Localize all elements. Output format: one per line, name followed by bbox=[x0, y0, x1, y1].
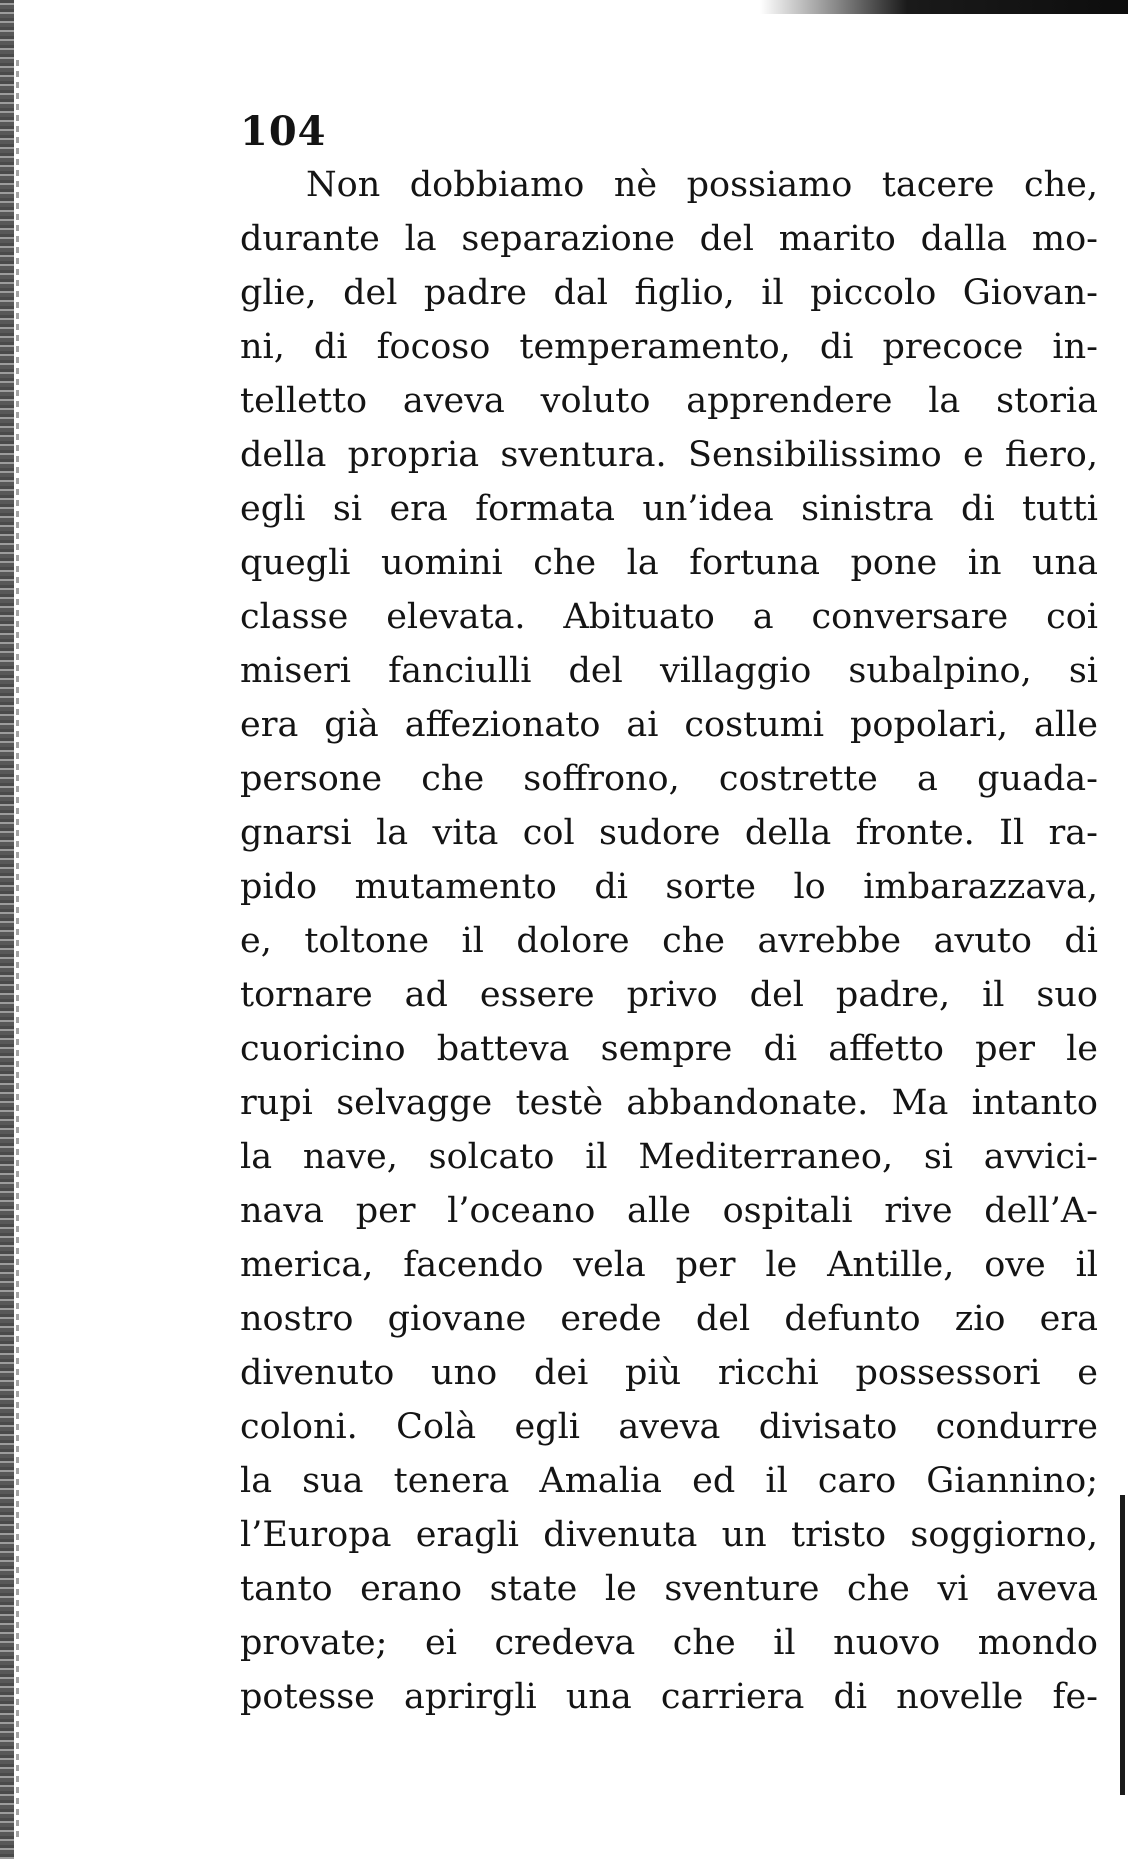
scan-edge-top bbox=[760, 0, 1128, 14]
text-line: la nave, solcato il Mediterraneo, si avvici- bbox=[240, 1137, 1098, 1177]
text-line: della propria sventura. Sensibilissimo e fiero, bbox=[240, 435, 1098, 475]
text-line: quegli uomini che la fortuna pone in una bbox=[240, 543, 1098, 583]
text-line: classe elevata. Abituato a conversare coi bbox=[240, 597, 1098, 637]
text-line: tornare ad essere privo del padre, il suo bbox=[240, 975, 1098, 1015]
text-line: persone che soffrono, costrette a guada- bbox=[240, 759, 1098, 799]
text-line: divenuto uno dei più ricchi possessori e bbox=[240, 1353, 1098, 1393]
text-line: ni, di focoso temperamento, di precoce in- bbox=[240, 327, 1098, 367]
text-line: cuoricino batteva sempre di affetto per le bbox=[240, 1029, 1098, 1069]
body-text bbox=[240, 158, 1098, 1724]
text-line: merica, facendo vela per le Antille, ove il bbox=[240, 1245, 1098, 1285]
text-line: potesse aprirgli una carriera di novelle fe- bbox=[240, 1677, 1098, 1717]
text-line: provate; ei credeva che il nuovo mondo bbox=[240, 1623, 1098, 1663]
text-line: glie, del padre dal figlio, il piccolo Giovan- bbox=[240, 273, 1098, 313]
text-line: era già affezionato ai costumi popolari, alle bbox=[240, 705, 1098, 745]
scan-edge-left bbox=[0, 0, 14, 1859]
text-line: tanto erano state le sventure che vi aveva bbox=[240, 1569, 1098, 1609]
text-line: telletto aveva voluto apprendere la storia bbox=[240, 381, 1098, 421]
text-line: egli si era formata un’idea sinistra di tutti bbox=[240, 489, 1098, 529]
text-line: miseri fanciulli del villaggio subalpino, si bbox=[240, 651, 1098, 691]
text-line: durante la separazione del marito dalla mo- bbox=[240, 219, 1098, 259]
text-line: l’Europa eragli divenuta un tristo soggiorno, bbox=[240, 1515, 1098, 1555]
text-line: la sua tenera Amalia ed il caro Giannino; bbox=[240, 1461, 1098, 1501]
text-line: e, toltone il dolore che avrebbe avuto di bbox=[240, 921, 1098, 961]
text-line: coloni. Colà egli aveva divisato condurre bbox=[240, 1407, 1098, 1447]
scan-edge-right bbox=[1120, 1495, 1125, 1795]
scan-edge-left-shadow bbox=[16, 60, 19, 1840]
text-line: gnarsi la vita col sudore della fronte. Il ra- bbox=[240, 813, 1098, 853]
text-line: Non dobbiamo nè possiamo tacere che, bbox=[306, 165, 1098, 205]
text-line: nava per l’oceano alle ospitali rive dell’A- bbox=[240, 1191, 1098, 1231]
page-number: 104 bbox=[240, 108, 327, 155]
text-line: nostro giovane erede del defunto zio era bbox=[240, 1299, 1098, 1339]
text-line: pido mutamento di sorte lo imbarazzava, bbox=[240, 867, 1098, 907]
text-line: rupi selvagge testè abbandonate. Ma intanto bbox=[240, 1083, 1098, 1123]
